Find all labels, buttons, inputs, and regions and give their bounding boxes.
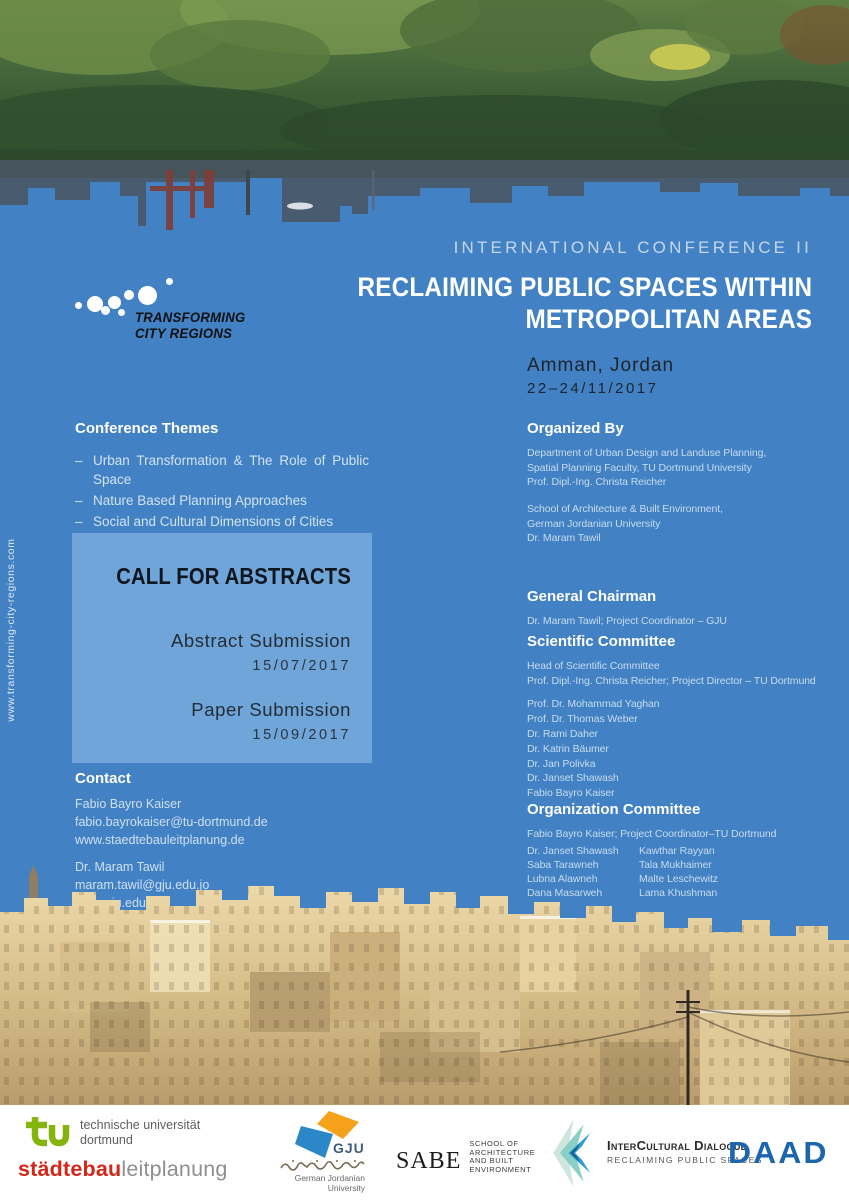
tu-name-line1: technische universität	[80, 1118, 201, 1132]
boat-silhouette	[287, 203, 313, 210]
committee-member: Lama Khushman	[639, 887, 718, 900]
venue-location: Amman, Jordan	[527, 355, 675, 376]
committee-member: Dr. Jan Polivka	[527, 757, 596, 770]
sponsor-footer	[0, 1105, 849, 1200]
staedtebau-red-text: städtebau	[18, 1157, 122, 1181]
conference-kicker: INTERNATIONAL CONFERENCE II	[453, 238, 812, 257]
tu-name-line2: dortmund	[80, 1132, 133, 1147]
sabe-acronym: SABE	[396, 1148, 462, 1174]
theme-item	[75, 491, 375, 510]
venue-block	[527, 355, 674, 397]
paper-submission-date: 15/09/2017	[252, 727, 351, 743]
general-chairman-heading: General Chairman	[527, 588, 657, 605]
icd-subtitle: RECLAIMING PUBLIC SPACES	[607, 1155, 763, 1165]
themes-heading: Conference Themes	[75, 420, 219, 437]
committee-member: Dr. Rami Daher	[527, 727, 598, 740]
bubble-icon	[124, 290, 134, 300]
sabe-line: ARCHITECTURE	[469, 1147, 536, 1157]
daad-logo: DAAD	[728, 1135, 829, 1170]
gju-arabic-text	[279, 1159, 365, 1171]
committee-member: Saba Tarawneh	[527, 858, 599, 871]
call-for-abstracts-panel	[72, 533, 372, 763]
abstract-submission-label: Abstract Submission	[170, 630, 351, 651]
sabe-line: AND BUILT	[469, 1156, 514, 1166]
conference-themes-section	[75, 420, 385, 534]
contact-email: fabio.bayrokaiser@tu-dortmund.de	[75, 814, 268, 829]
tu-glyph-icon	[25, 1116, 71, 1148]
bullet-dash: –	[75, 514, 83, 530]
theme-item	[75, 512, 375, 531]
organizer-line: School of Architecture & Built Environment,	[527, 503, 723, 516]
scientific-committee-section	[527, 633, 849, 801]
bubble-icon	[166, 278, 173, 285]
bullet-dash: –	[75, 453, 83, 468]
committee-member: Prof. Dr. Thomas Weber	[527, 713, 638, 726]
icd-title: InterCultural Dialogue	[607, 1138, 747, 1153]
committee-member: Dana Masarweh	[527, 887, 603, 900]
committee-member: Kawthar Rayyan	[639, 844, 715, 857]
organizer-line: German Jordanian University	[527, 517, 661, 530]
tu-dortmund-logo	[25, 1116, 200, 1148]
contact-email: maram.tawil@gju.edu.jo	[75, 878, 210, 892]
bubble-icon	[75, 302, 82, 309]
bubble-icon	[108, 296, 121, 309]
committee-lead-line: Prof. Dipl.-Ing. Christa Reicher; Project Director – TU Dortmund	[527, 674, 816, 687]
amman-cityscape-photo	[0, 862, 849, 1105]
brand-line1: TRANSFORMING	[135, 310, 246, 325]
theme-item	[75, 451, 375, 489]
bullet-dash: –	[75, 493, 83, 509]
sabe-line: ENVIRONMENT	[469, 1165, 532, 1175]
transforming-city-regions-logo	[75, 260, 285, 352]
themes-list	[75, 451, 375, 532]
scientific-committee-heading: Scientific Committee	[527, 633, 676, 650]
abstract-submission-date: 15/07/2017	[252, 658, 351, 674]
leitplanung-gray-text: leitplanung	[121, 1157, 228, 1181]
title-line2: METROPOLITAN AREAS	[525, 303, 812, 334]
contact-name: Fabio Bayro Kaiser	[75, 797, 182, 811]
venue-dates: 22–24/11/2017	[527, 380, 659, 397]
committee-member: Lubna Alawneh	[527, 873, 598, 886]
paper-submission-label: Paper Submission	[191, 699, 351, 720]
gju-subtitle: German Jordanian University	[294, 1173, 365, 1193]
icd-arrow-icon	[545, 1116, 597, 1190]
staedtebauleitplanung-logo	[18, 1157, 228, 1182]
organizer-line: Prof. Dipl.-Ing. Christa Reicher	[527, 476, 667, 489]
theme-text: Nature Based Planning Approaches	[93, 493, 307, 509]
flipped-treeline-photo	[0, 0, 849, 232]
bubble-icon	[118, 309, 125, 316]
bubble-icon	[101, 306, 110, 315]
gju-logo	[265, 1111, 365, 1193]
organization-committee-heading: Organization Committee	[527, 801, 701, 818]
organized-by-heading: Organized By	[527, 420, 624, 437]
website-vertical-text: www.transforming-city-regions.com	[5, 538, 17, 722]
sabe-line: SCHOOL OF	[469, 1139, 519, 1148]
committee-member: Fabio Bayro Kaiser	[527, 787, 615, 800]
committee-member: Prof. Dr. Mohammad Yaghan	[527, 698, 660, 711]
general-chairman-section	[527, 588, 849, 629]
committee-lead-line: Head of Scientific Committee	[527, 660, 660, 672]
title-line1: RECLAIMING PUBLIC SPACES WITHIN	[357, 272, 812, 302]
contact-website: www.staedtebauleitplanung.de	[75, 832, 245, 847]
committee-member: Dr. Janset Shawash	[527, 844, 619, 857]
bubble-icon	[138, 286, 157, 305]
committee-member: Tala Mukhaimer	[639, 858, 712, 871]
conference-title	[357, 272, 812, 335]
committee-member: Dr. Janset Shawash	[527, 772, 619, 785]
organizer-line: Dr. Maram Tawil	[527, 532, 601, 545]
organizer-line: Department of Urban Design and Landuse Planning,	[527, 447, 767, 459]
committee-coordinator: Fabio Bayro Kaiser; Project Coordinator–TU Dortmund	[527, 828, 777, 840]
gju-acronym: GJU	[333, 1140, 365, 1156]
call-heading: CALL FOR ABSTRACTS	[116, 563, 352, 589]
sabe-logo	[396, 1139, 535, 1175]
theme-text: Urban Transformation & The Role of Public Space	[93, 453, 369, 488]
brand-line2: CITY REGIONS	[135, 326, 233, 342]
organizer-line: Spatial Planning Faculty, TU Dortmund University	[527, 461, 752, 474]
theme-text: Social and Cultural Dimensions of Cities	[93, 514, 334, 530]
general-chairman-line: Dr. Maram Tawil; Project Coordinator – GJU	[527, 615, 727, 627]
organized-by-section	[527, 420, 849, 546]
committee-member: Dr. Katrin Bäumer	[527, 742, 609, 755]
contact-name: Dr. Maram Tawil	[75, 860, 165, 875]
brand-wordmark	[135, 310, 245, 343]
contact-heading: Contact	[75, 770, 131, 787]
committee-member: Malte Leschewitz	[639, 873, 718, 886]
